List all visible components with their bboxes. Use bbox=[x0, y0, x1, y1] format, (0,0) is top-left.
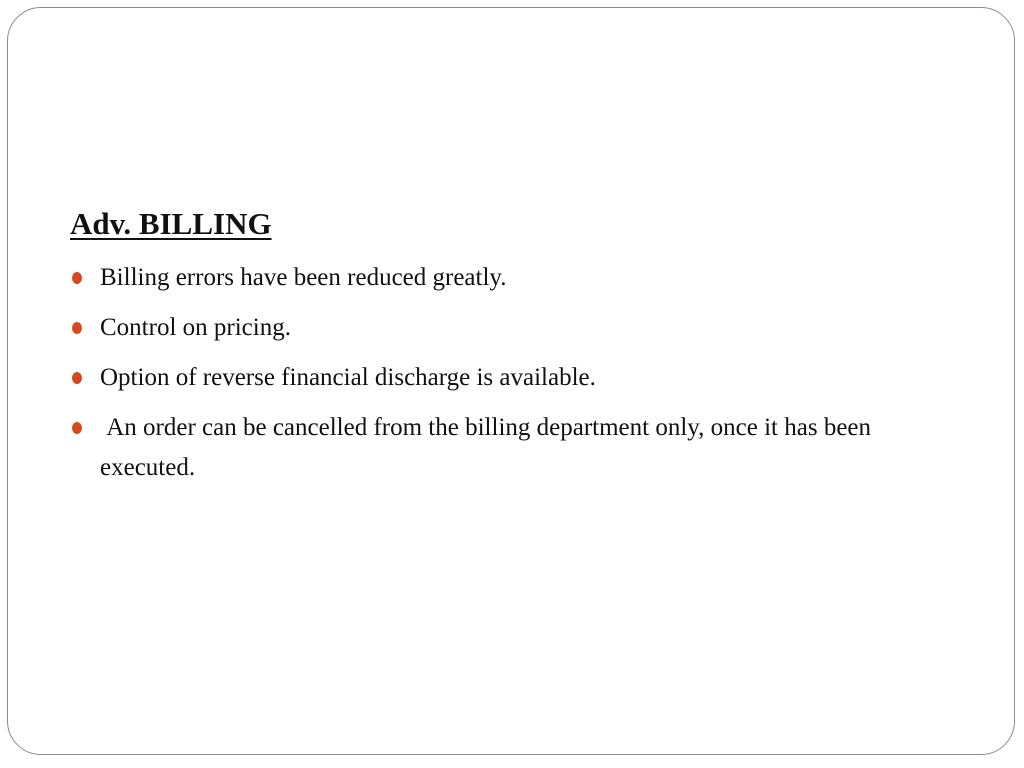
bullet-dot-icon bbox=[72, 272, 82, 284]
bullet-dot-icon bbox=[72, 322, 82, 334]
bullet-list bbox=[70, 258, 970, 488]
bullet-text: Control on pricing. bbox=[100, 314, 291, 341]
bullet-dot-icon bbox=[72, 372, 82, 384]
slide-frame bbox=[7, 7, 1015, 755]
bullet-dot-icon bbox=[72, 422, 82, 434]
bullet-item bbox=[70, 408, 970, 488]
bullet-item bbox=[70, 308, 970, 348]
bullet-text: An order can be cancelled from the billing department only, once it has been executed. bbox=[100, 414, 878, 481]
slide-content bbox=[70, 204, 970, 498]
bullet-text: Option of reverse financial discharge is available. bbox=[100, 364, 596, 391]
slide-heading: Adv. BILLING bbox=[70, 206, 272, 241]
bullet-item bbox=[70, 358, 970, 398]
bullet-text: Billing errors have been reduced greatly. bbox=[100, 264, 507, 291]
bullet-item bbox=[70, 258, 970, 298]
